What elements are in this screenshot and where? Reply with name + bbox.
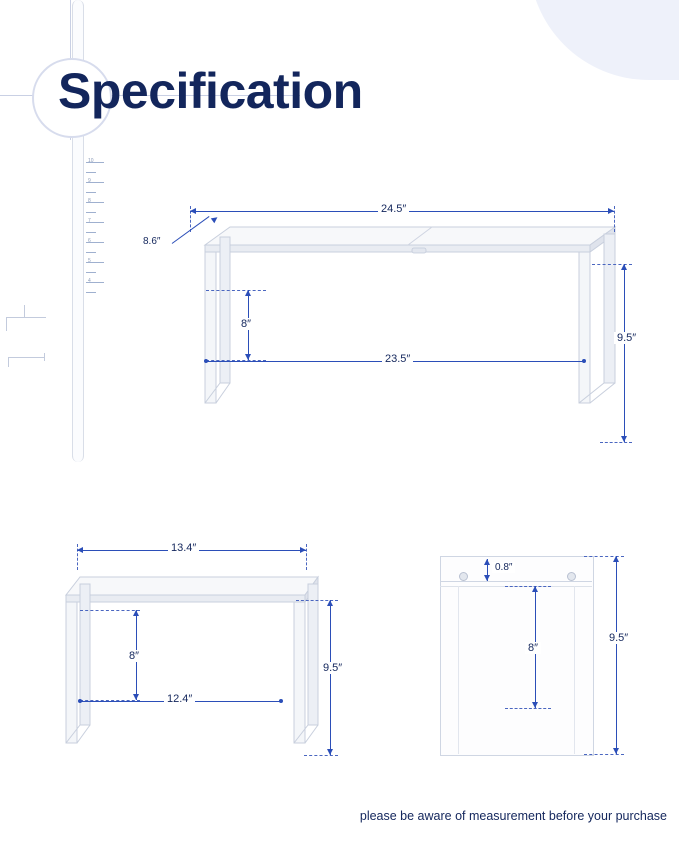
side-inner-height-ext-top: [80, 610, 140, 611]
page-title: Specification: [58, 63, 363, 119]
front-inner-height-arrow-up: [245, 290, 251, 296]
micro-diagram: [0, 295, 56, 405]
ruler-tick-label: 10: [88, 158, 94, 164]
top-inner-height-arrow-up: [532, 586, 538, 592]
ruler-tick-label: 8: [88, 198, 91, 204]
top-total-height-ext-bottom: [584, 754, 624, 755]
side-inner-height-label: 8″: [126, 650, 142, 662]
front-total-height-arrow-down: [621, 436, 627, 442]
front-total-height-line: [624, 264, 625, 442]
front-inner-height-ext-top: [206, 290, 266, 291]
front-top-width-arrow-left: [190, 208, 196, 214]
side-inner-width-dot-left: [78, 699, 82, 703]
ruler-tick: [86, 172, 96, 173]
side-total-height-line: [330, 600, 331, 755]
front-inner-width-dot-right: [582, 359, 586, 363]
top-inner-height-arrow-down: [532, 702, 538, 708]
front-total-height-label: 9.5″: [614, 332, 639, 344]
screw-icon: [459, 572, 468, 581]
ruler-tick: [86, 212, 96, 213]
footer-note: please be aware of measurement before your purchase: [359, 809, 667, 823]
side-total-height-arrow-up: [327, 600, 333, 606]
front-total-height-arrow-up: [621, 264, 627, 270]
ruler-tick: [86, 292, 96, 293]
top-lip-arrow-down: [484, 575, 490, 581]
front-inner-width-dot-left: [204, 359, 208, 363]
decorative-corner-blob: [529, 0, 679, 80]
front-total-height-ext-bottom: [600, 442, 632, 443]
front-inner-height-arrow-down: [245, 354, 251, 360]
side-inner-height-arrow-down: [133, 694, 139, 700]
side-top-width-arrow-right: [300, 547, 306, 553]
top-view-edge-left: [458, 586, 459, 754]
ruler-tick: [86, 252, 96, 253]
front-inner-height-label: 8″: [238, 318, 254, 330]
top-total-height-label: 9.5″: [606, 632, 631, 644]
side-total-height-arrow-down: [327, 749, 333, 755]
side-top-width-ext-right: [306, 544, 307, 570]
ruler-tick: [86, 192, 96, 193]
front-view-shelf-svg: [160, 215, 630, 445]
top-inner-height-ext-bottom: [505, 708, 551, 709]
front-inner-width-label: 23.5″: [382, 353, 413, 365]
top-total-height-arrow-up: [613, 556, 619, 562]
screw-icon: [567, 572, 576, 581]
ruler-tick-label: 6: [88, 238, 91, 244]
top-lip-label: 0.8″: [492, 562, 515, 573]
side-top-width-label: 13.4″: [168, 542, 199, 554]
top-lip-arrow-up: [484, 559, 490, 565]
ruler-tick-label: 9: [88, 178, 91, 184]
side-total-height-label: 9.5″: [320, 662, 345, 674]
front-top-width-label: 24.5″: [378, 203, 409, 215]
side-inner-width-label: 12.4″: [164, 693, 195, 705]
top-total-height-line: [616, 556, 617, 754]
top-inner-height-label: 8″: [525, 642, 541, 654]
top-view-lip-line: [440, 581, 592, 582]
front-depth-label: 8.6″: [140, 236, 163, 247]
side-inner-width-dot-right: [279, 699, 283, 703]
side-top-width-arrow-left: [77, 547, 83, 553]
side-inner-height-arrow-up: [133, 610, 139, 616]
top-total-height-arrow-down: [613, 748, 619, 754]
ruler-tick-label: 4: [88, 278, 91, 284]
ruler-tick: [86, 272, 96, 273]
top-view-edge-right: [574, 586, 575, 754]
front-top-width-ext-right: [614, 206, 615, 232]
ruler-tick-label: 7: [88, 218, 91, 224]
front-top-width-arrow-right: [608, 208, 614, 214]
top-inner-height-ext-top: [505, 586, 551, 587]
side-view-shelf-svg: [50, 555, 340, 775]
side-total-height-ext-bottom: [304, 755, 338, 756]
ruler-tick: [86, 232, 96, 233]
ruler-tick-label: 5: [88, 258, 91, 264]
